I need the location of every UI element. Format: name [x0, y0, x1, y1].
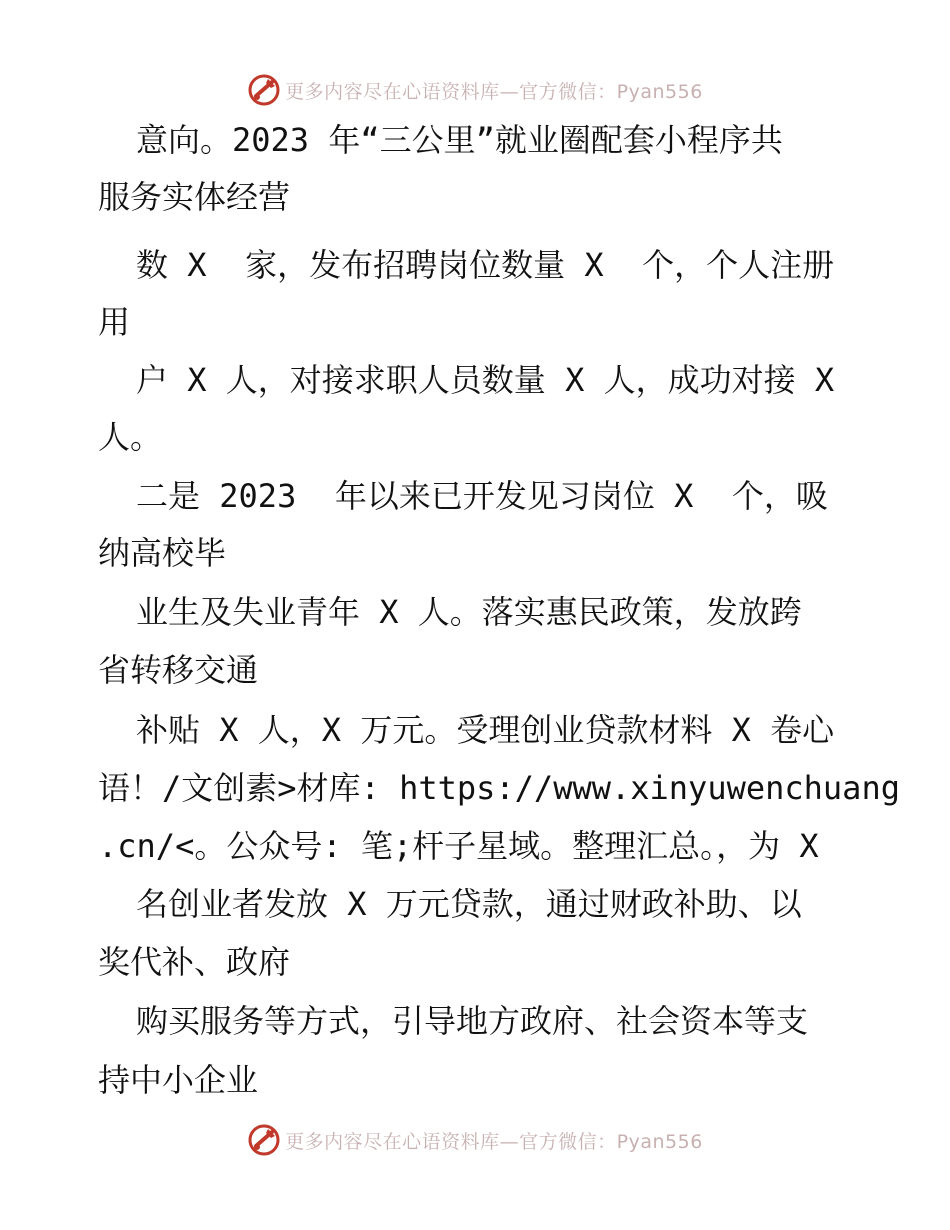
body-line: 省转移交通 — [98, 651, 259, 689]
body-line: 意向。2023 年“三公里”就业圈配套小程序共 — [136, 121, 783, 159]
body-line: 用 — [98, 303, 131, 341]
footer-banner — [0, 1120, 950, 1160]
footer-banner-text — [285, 1127, 703, 1154]
body-line: .cn/<。公众号: 笔;杆子星域。整理汇总。，为 X — [98, 827, 819, 865]
header-banner-label: 更多内容尽在心语资料库—官方微信： — [285, 80, 617, 103]
body-line: 购买服务等方式，引导地方政府、社会资本等支 — [136, 1002, 809, 1040]
brand-logo-icon — [247, 1123, 281, 1157]
body-line: 人。 — [98, 418, 163, 456]
header-banner-handle: Pyan556 — [616, 80, 703, 103]
header-banner-text — [285, 77, 703, 104]
footer-banner-label: 更多内容尽在心语资料库—官方微信： — [285, 1130, 617, 1153]
body-line: 纳高校毕 — [98, 534, 227, 572]
body-line: 持中小企业 — [98, 1061, 259, 1099]
brand-logo-icon — [247, 73, 281, 107]
body-line: 语！/文创素>材库: https://www.xinyuwenchuang — [98, 769, 900, 807]
body-line: 服务实体经营 — [98, 178, 291, 216]
body-line: 户 X 人，对接求职人员数量 X 人，成功对接 X — [136, 361, 835, 399]
header-banner — [0, 70, 950, 110]
body-line: 补贴 X 人，X 万元。受理创业贷款材料 X 卷心 — [136, 711, 835, 749]
body-line: 名创业者发放 X 万元贷款，通过财政补助、以 — [136, 885, 802, 923]
body-line: 奖代补、政府 — [98, 943, 291, 981]
body-line: 业生及失业青年 X 人。落实惠民政策，发放跨 — [136, 593, 802, 631]
body-line: 数 X 家，发布招聘岗位数量 X 个，个人注册 — [136, 246, 835, 284]
body-line: 二是 2023 年以来已开发见习岗位 X 个，吸 — [136, 477, 828, 515]
footer-banner-handle: Pyan556 — [616, 1130, 703, 1153]
header-banner-inner — [247, 73, 703, 107]
footer-banner-inner — [247, 1123, 703, 1157]
